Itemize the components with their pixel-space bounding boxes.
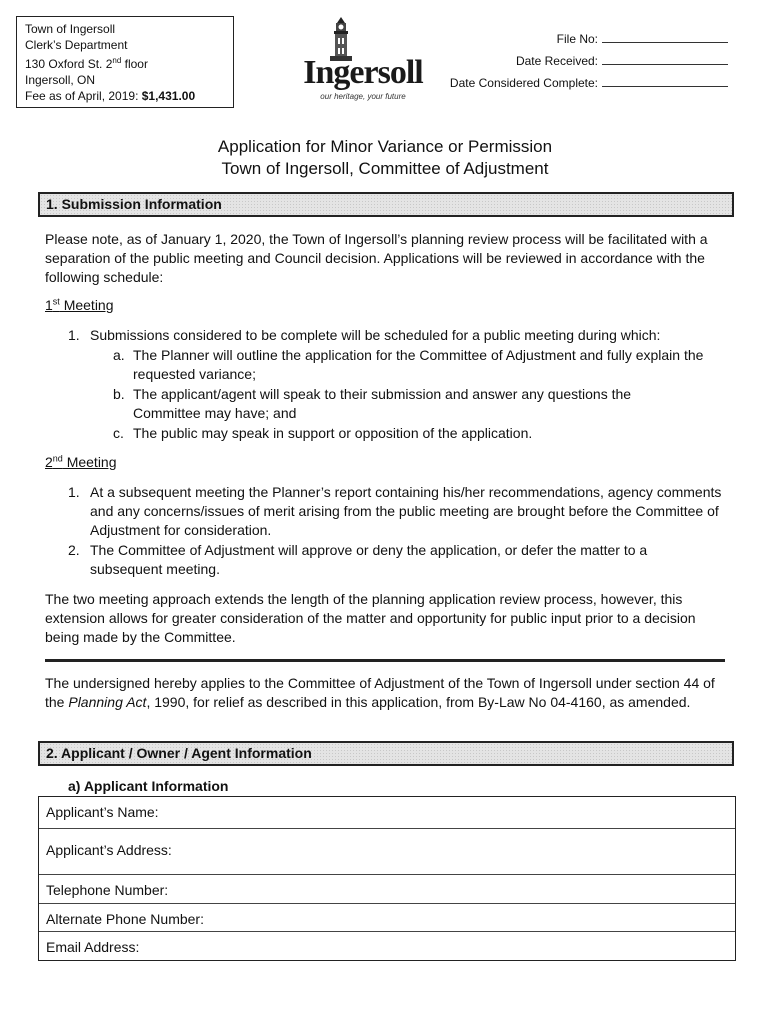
meeting-1-sub-a: a. The Planner will outline the application for the Committee of Adjustment and fully explain the requested variance; (113, 347, 704, 382)
ingersoll-logo (290, 14, 436, 101)
section-1-heading: 1. Submission Information (38, 192, 734, 217)
telephone-field[interactable]: Telephone Number: (39, 875, 735, 904)
logo-wordmark: Ingersoll (303, 54, 423, 91)
address-department: Clerk’s Department (25, 38, 128, 52)
meeting-2-item-2: 2. The Committee of Adjustment will approve or deny the application, or defer the matter to a subsequent meeting. (68, 542, 648, 577)
applicant-form (38, 796, 736, 961)
address-city: Ingersoll, ON (25, 73, 96, 87)
email-field[interactable]: Email Address: (46, 939, 140, 955)
date-received-field[interactable] (602, 53, 728, 65)
declaration-text: The undersigned hereby applies to the Committee of Adjustment of the Town of Ingersoll under section 44 of the Planning Act, 1990, for relief as described in this application, from By-Law No 04-4160, as amended. (45, 675, 715, 710)
logo-tagline: our heritage, your future (320, 92, 406, 101)
alternate-phone-field[interactable]: Alternate Phone Number: (39, 904, 735, 932)
date-complete-field[interactable] (602, 75, 728, 87)
planning-act: Planning Act (68, 694, 147, 710)
address-box (16, 16, 234, 108)
address-street: 130 Oxford St. 2nd floor (25, 56, 148, 71)
section-1-closing: The two meeting approach extends the length of the planning application review process, however, this extension allows for greater consideration of the matter and opportunity for public input prior to a decision being made by the Committee. (45, 591, 696, 645)
meeting-1-heading: 1st Meeting (45, 296, 114, 313)
applicant-name-field[interactable]: Applicant’s Name: (39, 797, 735, 829)
fee-value: $1,431.00 (141, 89, 196, 103)
file-no-line: File No: (428, 28, 728, 50)
address-town: Town of Ingersoll (25, 22, 116, 36)
meeting-2-item-1: 1. At a subsequent meeting the Planner’s report containing his/her recommendations, agency comments and any concerns/issues of merit arising from the public meeting are brought before the Committee of Adjustment for consideration. (68, 484, 722, 538)
file-no-field[interactable] (602, 31, 728, 43)
date-received-line: Date Received: (428, 50, 728, 72)
meeting-2-heading: 2nd Meeting (45, 453, 117, 470)
applicant-address-field[interactable]: Applicant’s Address: (39, 829, 735, 875)
meeting-1-sub-b: b. The applicant/agent will speak to their submission and answer any questions the Committee may have; and (113, 386, 632, 421)
file-info (428, 28, 728, 94)
title-line-1: Application for Minor Variance or Permission (217, 137, 553, 156)
section-2-heading: 2. Applicant / Owner / Agent Information (38, 741, 734, 766)
applicant-info-heading: a) Applicant Information (68, 778, 229, 794)
address-fee: Fee as of April, 2019: $1,431.00 (25, 89, 196, 103)
section-1-intro: Please note, as of January 1, 2020, the Town of Ingersoll’s planning review process will be facilitated with a separation of the public meeting and Council decision. Applications will be reviewed in accordance with the following schedule: (45, 231, 708, 285)
divider-rule (45, 659, 725, 662)
title-line-2: Town of Ingersoll, Committee of Adjustment (221, 159, 549, 178)
document-title (0, 136, 770, 180)
date-complete-line: Date Considered Complete: (428, 72, 728, 94)
